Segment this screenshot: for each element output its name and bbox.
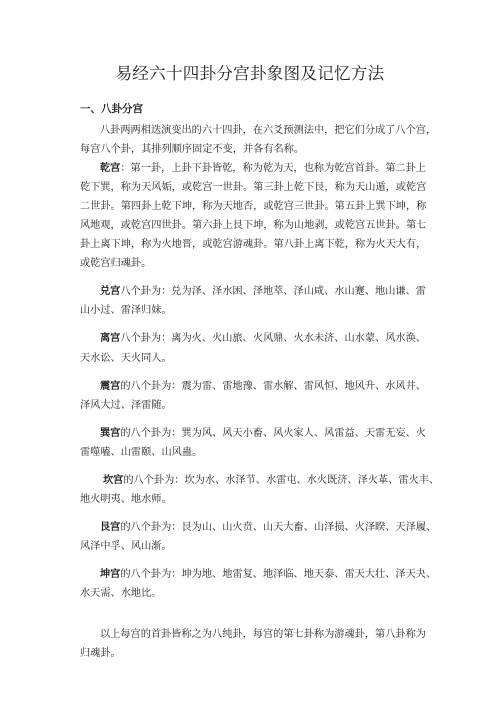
text-line: 水天需、水地比。	[80, 587, 162, 599]
palace-keyword-dui: 兑宫	[100, 286, 121, 298]
paragraph-xun-palace	[80, 424, 425, 462]
text-line: 八卦两两相迭演变出的六十四卦，在六爻预测法中，把它们分成了八个宫，	[100, 125, 437, 136]
palace-keyword-kan: 坎宫	[103, 474, 124, 486]
text-line: 风地观，或乾宫四世卦。第六卦上艮下坤，称为山地剥，或乾宫五世卦。第七	[80, 220, 427, 232]
paragraph-zhen-palace	[80, 377, 425, 415]
palace-keyword-qian: 乾宫	[100, 163, 121, 175]
text-line: 八个卦为：兑为泽、泽水困、泽地萃、泽山咸、水山蹇、地山谦、雷	[120, 286, 426, 298]
text-line: 的八个卦为：巽为风、风天小畜、风火家人、风雷益、天雷无妄、火	[120, 427, 426, 439]
text-line: 天水讼、天火同人。	[80, 352, 172, 364]
text-line: 卦上离下坤，称为火地晋，或乾宫游魂卦。第八卦上离下乾，称为火天大有，	[80, 239, 427, 251]
paragraph-li-palace	[80, 329, 425, 367]
paragraph-kan-palace	[80, 471, 440, 509]
palace-keyword-li: 离宫	[100, 333, 121, 345]
text-line: 的八个卦为：坤为地、地雷复、地泽临、地天泰、雷天大壮、泽天夬、	[120, 568, 437, 580]
paragraph-gen-palace	[80, 518, 437, 556]
document-body	[80, 121, 440, 663]
text-line: 的八个卦为：震为雷、雷地豫、雷水解、雷风恒、地风升、水风井、	[120, 380, 426, 392]
section-heading-bagua-fengong: 一、八卦分宫	[80, 103, 143, 115]
text-line: 山小过、雷泽归妹。	[80, 305, 172, 317]
palace-keyword-kun: 坤宫	[100, 568, 121, 580]
palace-keyword-xun: 巽宫	[100, 427, 121, 439]
text-line: 风泽中孚、风山渐。	[80, 540, 172, 552]
text-line: 的八个卦为：艮为山、山火贲、山天大畜、山泽损、火泽睽、天泽履、	[120, 521, 437, 533]
text-line: 八个卦为：离为火、火山旅、火风鼎、火水未济、山水蒙、风水涣、	[120, 333, 426, 345]
text-line: 二世卦。第四卦上乾下坤，称为天地否，或乾宫三世卦。第五卦上巽下坤，称	[80, 201, 427, 213]
text-line: 雷噬嗑、山雷颐、山风蛊。	[80, 446, 203, 458]
intro-paragraph	[80, 121, 437, 159]
paragraph-qian-palace	[80, 159, 425, 273]
paragraph-kun-palace	[80, 565, 437, 603]
text-line: 归魂卦。	[80, 648, 121, 660]
summary-paragraph	[80, 625, 425, 663]
text-line: ：第一卦，上卦下卦皆乾，称为乾为天，也称为乾宫首卦。第二卦上	[120, 163, 426, 175]
text-line: 泽风大过、泽雷随。	[80, 399, 172, 411]
text-line: 的八个卦为：坎为水、水泽节、水雷屯、水火既济、泽火革、雷火丰、	[123, 474, 440, 486]
palace-keyword-gen: 艮宫	[100, 521, 121, 533]
palace-keyword-zhen: 震宫	[100, 380, 121, 392]
text-line: 乾下巽，称为天风姤，或乾宫一世卦。第三卦上乾下艮，称为天山遁，或乾宫	[80, 182, 427, 194]
text-line: 每宫八个卦，其排列顺序固定不变，并各有名称。	[80, 144, 305, 156]
text-line: 或乾宫归魂卦。	[80, 258, 152, 270]
paragraph-dui-palace	[80, 282, 425, 320]
text-line: 以上每宫的首卦皆称之为八纯卦，每宫的第七卦称为游魂卦，第八卦称为	[100, 629, 426, 641]
text-line: 地火明夷、地水师。	[80, 493, 172, 505]
document-title: 易经六十四卦分宫卦象图及记忆方法	[115, 64, 385, 83]
